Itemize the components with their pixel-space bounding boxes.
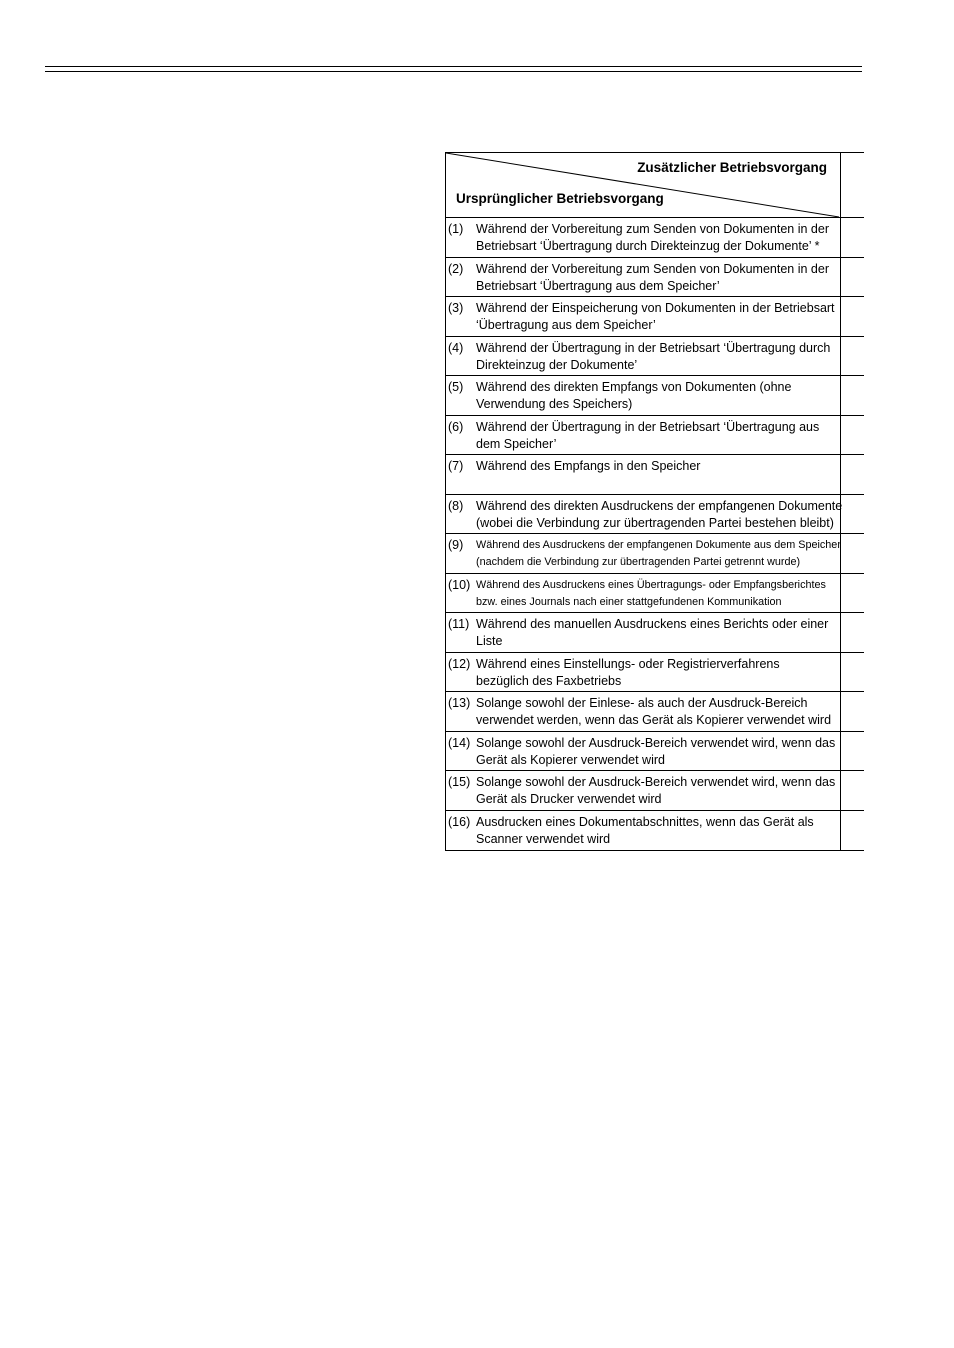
extra-column-cell [840,574,864,613]
extra-column-cell [840,771,864,810]
row-description [476,340,846,374]
row-description [476,695,846,729]
extra-column-cell [840,811,864,851]
table-row [446,811,864,851]
row-description-line-1: Während der Übertragung in der Betriebsart ‘Übertragung durch [476,340,831,355]
table-body [446,218,864,850]
row-number: (6) [448,419,464,434]
row-description-line-2: Betriebsart ‘Übertragung aus dem Speicher’ [476,278,720,293]
row-description-line-1: Während des direkten Empfangs von Dokumenten (ohne [476,380,792,394]
row-description [476,616,846,650]
table-row [446,653,864,693]
row-description-line-1: Ausdrucken eines Dokumentabschnittes, wenn das Gerät als [476,814,814,829]
row-number: (8) [448,498,464,513]
row-description-line-2: Betriebsart ‘Übertragung durch Direkteinzug der Dokumente’ * [476,239,820,253]
row-description-line-2: verwendet werden, wenn das Gerät als Kopierer verwendet wird [476,713,832,727]
header-rule-top [45,66,862,67]
row-description-line-1: Während des direkten Ausdruckens der empfangenen Dokumente [476,498,843,513]
row-description [476,261,846,295]
operations-table [445,152,864,851]
row-number: (15) [448,775,471,789]
row-description [476,735,846,769]
extra-column-cell [840,613,864,652]
row-description [476,221,846,255]
row-description-line-1: Während des Empfangs in den Speicher [476,459,701,473]
table-row [446,455,864,495]
table-row [446,258,864,298]
row-description-line-2: (wobei die Verbindung zur übertragenden Partei bestehen bleibt) [476,515,834,530]
row-description [476,458,846,475]
row-description [476,814,846,848]
row-description-line-1: Während der Vorbereitung zum Senden von Dokumenten in der [476,261,829,276]
extra-column-cell [840,692,864,731]
row-description [476,379,846,413]
table-row [446,771,864,811]
extra-column-cell [840,218,864,257]
row-number: (13) [448,696,471,710]
table-row [446,337,864,377]
row-description-line-2: Gerät als Drucker verwendet wird [476,792,662,806]
row-number: (7) [448,459,464,473]
row-description-line-1: Solange sowohl der Ausdruck-Bereich verwendet wird, wenn das [476,735,836,750]
row-description [476,656,846,690]
table-row [446,416,864,456]
row-description-line-1: Während der Übertragung in der Betriebsart ‘Übertragung aus [476,419,820,434]
row-number: (14) [448,735,471,750]
table-row [446,732,864,772]
row-number: (12) [448,656,471,671]
row-description-line-2: dem Speicher’ [476,436,557,451]
table-row [446,534,864,574]
table-row [446,574,864,614]
extra-column-cell [840,376,864,415]
table-row [446,218,864,258]
row-description-line-2: Gerät als Kopierer verwendet wird [476,752,665,767]
table-row [446,495,864,535]
extra-column-cell [840,732,864,771]
extra-column-cell [840,258,864,297]
row-number: (1) [448,222,464,236]
table-row [446,297,864,337]
row-description-line-2: ‘Übertragung aus dem Speicher’ [476,318,656,332]
row-description-line-1: Solange sowohl der Einlese- als auch der Ausdruck-Bereich [476,696,808,710]
row-description [476,537,846,571]
table-row [446,613,864,653]
row-description-line-1: Während eines Einstellungs- oder Registrierverfahrens [476,656,780,671]
row-description-line-1: Während der Einspeicherung von Dokumenten in der Betriebsart [476,301,835,315]
row-number: (9) [448,538,464,552]
row-number: (2) [448,261,464,276]
row-description-line-2: Direkteinzug der Dokumente’ [476,357,638,372]
row-description-line-2: (nachdem die Verbindung zur übertragenden Partei getrennt wurde) [476,556,801,568]
row-description-line-2: Liste [476,634,503,648]
row-number: (10) [448,577,471,592]
header-rule-bottom [45,71,862,72]
extra-column-cell [840,653,864,692]
extra-column-cell [840,153,864,217]
row-number: (3) [448,301,464,315]
row-description [476,300,846,334]
row-description-line-1: Solange sowohl der Ausdruck-Bereich verwendet wird, wenn das [476,775,836,789]
table-row [446,692,864,732]
table-row [446,376,864,416]
row-number: (16) [448,814,471,829]
extra-column-cell [840,416,864,455]
row-description [476,498,846,532]
row-description-line-1: Während der Vorbereitung zum Senden von Dokumenten in der [476,222,829,236]
row-number: (11) [448,617,470,631]
extra-column-cell [840,337,864,376]
row-number: (5) [448,380,464,394]
extra-column-cell [840,455,864,494]
table-header [446,153,864,218]
row-description [476,419,846,453]
header-original-operation: Ursprünglicher Betriebsvorgang [456,191,664,206]
row-number: (4) [448,340,464,355]
extra-column-cell [840,495,864,534]
row-description-line-1: Während des Ausdruckens eines Übertragungs- oder Empfangsberichtes [476,578,826,591]
row-description-line-2: Scanner verwendet wird [476,831,611,846]
extra-column-cell [840,297,864,336]
row-description-line-1: Während des Ausdruckens der empfangenen Dokumente aus dem Speicher [476,539,841,551]
header-additional-operation: Zusätzlicher Betriebsvorgang [637,160,827,175]
row-description-line-2: bzw. eines Journals nach einer stattgefundenen Kommunikation [476,595,782,608]
extra-column-cell [840,534,864,573]
row-description [476,577,846,611]
row-description-line-2: Verwendung des Speichers) [476,397,633,411]
row-description [476,774,846,808]
row-description-line-1: Während des manuellen Ausdruckens eines Berichts oder einer [476,617,829,631]
row-description-line-2: bezüglich des Faxbetriebs [476,673,622,688]
